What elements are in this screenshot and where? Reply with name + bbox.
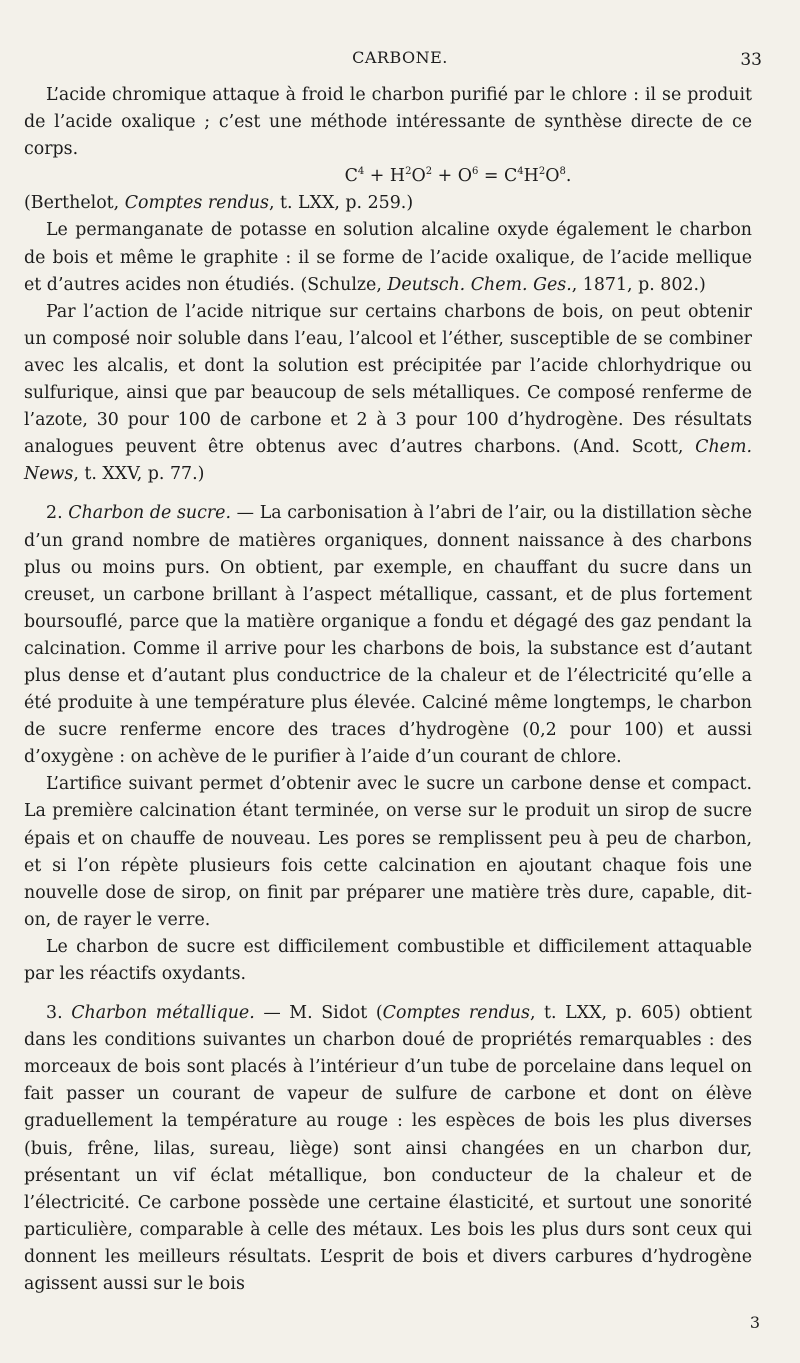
paragraph-combustible: Le charbon de sucre est difficilement combustible et difficilement attaquable par les réactifs oxydants.	[24, 936, 752, 984]
page-number: 33	[740, 50, 762, 70]
page-body	[24, 82, 752, 1298]
section-charbon-metallique: 3. Charbon métallique. — M. Sidot (Comptes rendus, t. LXX, p. 605) obtient dans les conditions suivantes un charbon doué de propriétés remarquables : des morceaux de bois sont placés à l’intérieur d’un tube de porcelaine dans lequel on fait passer un courant de vapeur de sulfure de carbone et dont on élève graduellement la température au rouge : les espèces de bois les plus diverses (buis, frêne, lilas, sureau, liège) sont ainsi changées en un charbon dur, présentant un vif éclat métallique, bon conducteur de la chaleur et de l’électricité. Ce carbone possède une certaine élasticité, et surtout une sonorité particulière, comparable à celle des métaux. Les bois les plus durs sont ceux qui donnent les meilleurs résultats. L’esprit de bois et divers carbures d’hydrogène agissent aussi sur le bois	[24, 1003, 753, 1295]
running-header: CARBONE.	[352, 48, 448, 67]
reference-berthelot: (Berthelot, Comptes rendus, t. LXX, p. 259.)	[24, 193, 414, 214]
paragraph-artifice: L’artifice suivant permet d’obtenir avec le sucre un carbone dense et compact. La première calcination étant terminée, on verse sur le produit un sirop de sucre épais et on chauffe de nouveau. Les pores se remplissent peu à peu de charbon, et si l’on répète plusieurs fois cette calcination en ajoutant chaque fois une nouvelle dose de sirop, on finit par préparer une matière très dure, capable, dit-on, de rayer le verre.	[24, 774, 752, 930]
signature-mark: 3	[749, 1313, 760, 1332]
paragraph-permanganate: Le permanganate de potasse en solution alcaline oxyde également le charbon de bois et même le graphite : il se forme de l’acide oxalique, de l’acide mellique et d’autres acides non étudiés. (Schulze, Deutsch. Chem. Ges., 1871, p. 802.)	[24, 220, 752, 295]
section-charbon-de-sucre: 2. Charbon de sucre. — La carbonisation à l’abri de l’air, ou la distillation sèche d’un grand nombre de matières organiques, donnent naissance à des charbons plus ou moins purs. On obtient, par exemple, en chauffant du sucre dans un creuset, un carbone brillant à l’aspect métallique, cassant, et de plus fortement boursouflé, parce que la matière organique a fondu et dégagé des gaz pendant la calcination. Comme il arrive pour les charbons de bois, la substance est d’autant plus dense et d’autant plus conductrice de la chaleur et de l’électricité qu’elle a été produite à une température plus élevée. Calciné même longtemps, le charbon de sucre renferme encore des traces d’hydrogène (0,2 pour 100) et aussi d’oxygène : on achève de le purifier à l’aide d’un courant de chlore.	[24, 503, 753, 768]
paragraph-chromic-acid: L’acide chromique attaque à froid le charbon purifié par le chlore : il se produit de l’acide oxalique ; c’est une méthode intéressante de synthèse directe de ce corps.	[24, 85, 752, 160]
chemical-formula: $C^4 + H^2O^2 + O^6 = C^4H^2O^8$.	[344, 166, 572, 187]
paragraph-nitric-acid: Par l’action de l’acide nitrique sur certains charbons de bois, on peut obtenir un composé noir soluble dans l’eau, l’alcool et l’éther, susceptible de se combiner avec les alcalis, et dont la solution est précipitée par l’acide chlorhydrique ou sulfurique, ainsi que par beaucoup de sels métalliques. Ce composé renferme de l’azote, 30 pour 100 de carbone et 2 à 3 pour 100 d’hydrogène. Des résultats analogues peuvent être obtenus avec d’autres charbons. (And. Scott, Chem. News, t. XXV, p. 77.)	[24, 301, 752, 485]
section-title: Charbon de sucre.	[68, 503, 231, 524]
section-title: Charbon métallique.	[71, 1003, 255, 1024]
